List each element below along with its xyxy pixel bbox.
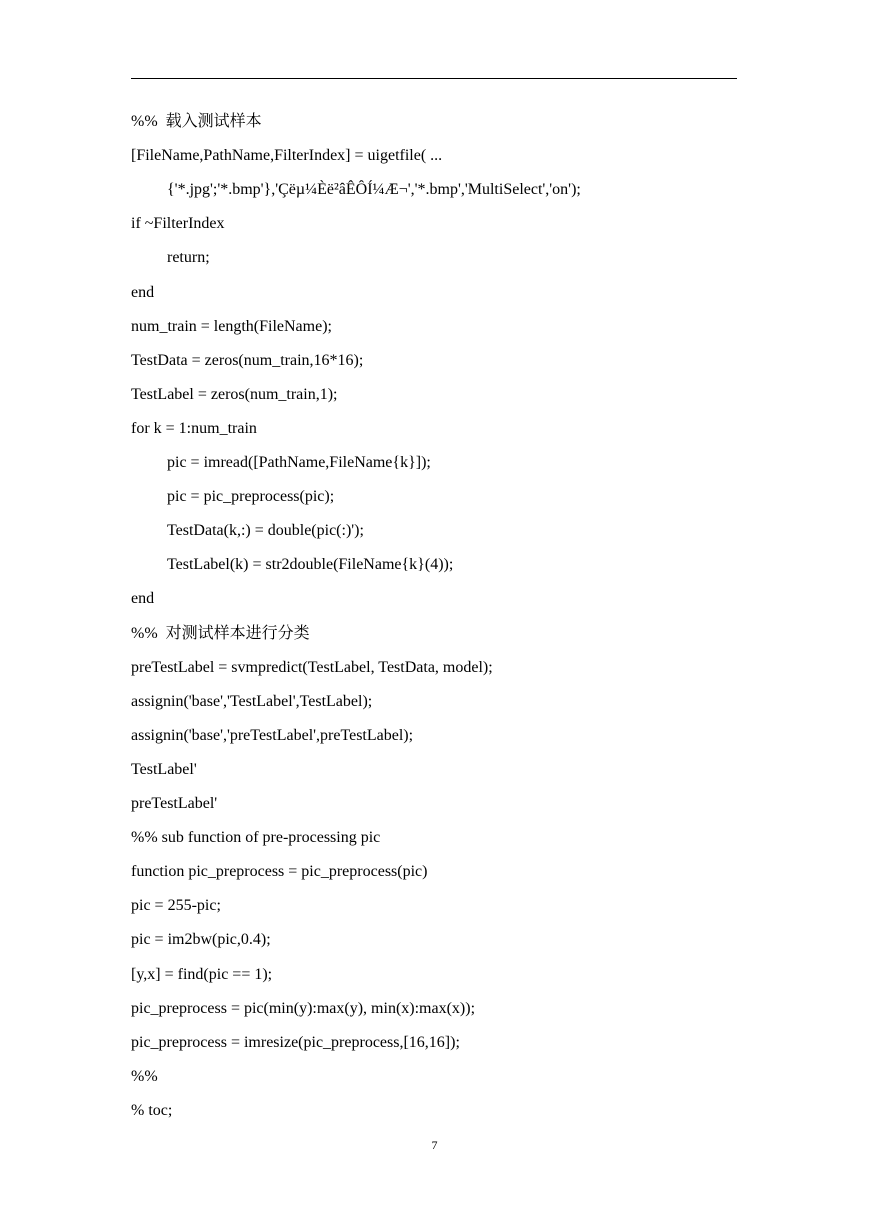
code-line: %%: [131, 1067, 158, 1085]
code-line: [y,x] = find(pic == 1);: [131, 965, 273, 983]
code-line: TestLabel(k) = str2double(FileName{k}(4));: [167, 556, 454, 574]
code-line: %% 对测试样本进行分类: [131, 624, 310, 642]
code-line: TestData = zeros(num_train,16*16);: [131, 351, 364, 369]
code-line: pic_preprocess = pic(min(y):max(y), min(x):max(x));: [131, 999, 476, 1017]
code-line: preTestLabel = svmpredict(TestLabel, TestData, model);: [131, 658, 493, 676]
code-line: preTestLabel': [131, 795, 218, 812]
code-line: return;: [167, 249, 210, 267]
code-line: TestLabel': [131, 760, 197, 778]
code-line: TestLabel = zeros(num_train,1);: [131, 385, 338, 403]
code-line: {'*.jpg';'*.bmp'},'Çëµ¼Èë²âÊÔÍ¼Æ¬','*.bmp','MultiSelect','on');: [167, 181, 581, 199]
code-line: function pic_preprocess = pic_preprocess(pic): [131, 863, 428, 881]
code-line: pic = im2bw(pic,0.4);: [131, 931, 271, 949]
header-rule: [131, 78, 737, 79]
page-number: 7: [431, 1138, 438, 1152]
code-line: num_train = length(FileName);: [131, 317, 332, 335]
code-line: if ~FilterIndex: [131, 215, 225, 233]
code-line: assignin('base','preTestLabel',preTestLabel);: [131, 726, 414, 744]
code-line: pic_preprocess = imresize(pic_preprocess,[16,16]);: [131, 1033, 460, 1051]
code-line: pic = 255-pic;: [131, 897, 221, 915]
code-line: %% 载入测试样本: [131, 113, 262, 130]
code-line: % toc;: [131, 1101, 173, 1119]
code-line: for k = 1:num_train: [131, 419, 257, 437]
code-line: assignin('base','TestLabel',TestLabel);: [131, 692, 373, 710]
code-line: pic = pic_preprocess(pic);: [167, 488, 335, 506]
code-line: %% sub function of pre-processing pic: [131, 829, 381, 847]
code-line: [FileName,PathName,FilterIndex] = uigetfile( ...: [131, 147, 443, 165]
code-line: pic = imread([PathName,FileName{k}]);: [167, 454, 431, 471]
code-line: TestData(k,:) = double(pic(:)');: [167, 522, 364, 540]
code-line: end: [131, 283, 155, 301]
code-line: end: [131, 590, 155, 608]
